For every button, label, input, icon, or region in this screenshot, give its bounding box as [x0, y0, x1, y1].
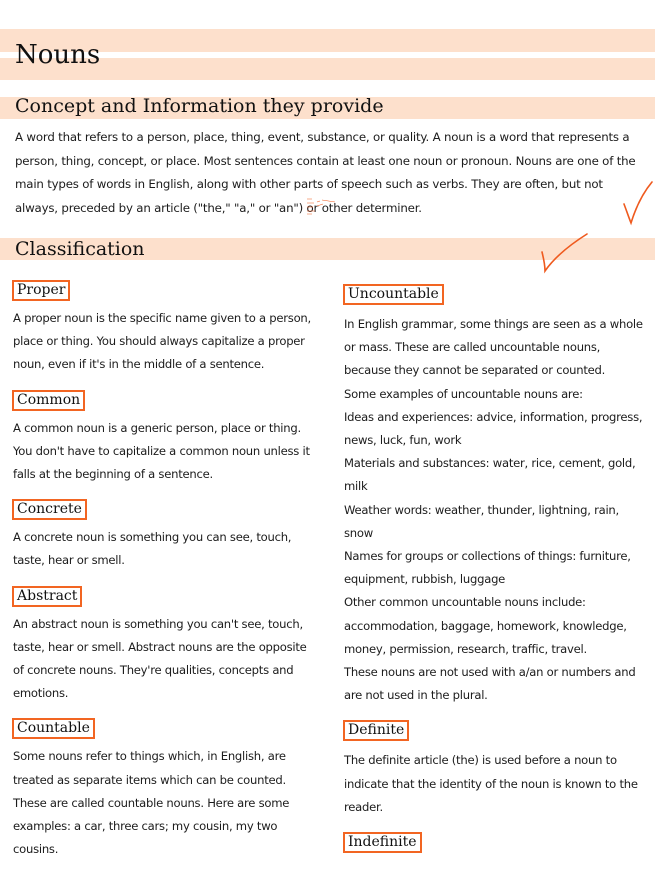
- noun-type-proper: [12, 279, 312, 377]
- noun-type-common: [12, 389, 312, 487]
- handwritten-note: [305, 196, 339, 216]
- noun-type-definite: [343, 719, 643, 819]
- term-definition: [344, 313, 643, 707]
- definition-line: Other common uncountable nouns include: accommodation, baggage, homework, knowledge, money, permission, research, traffic, travel.: [344, 595, 627, 656]
- term-definition: A proper noun is the specific name given to a person, place or thing. You should always capitalize a proper noun, even if it's in the middle of a sentence.: [13, 311, 311, 372]
- term-label: Concrete: [12, 499, 87, 520]
- checkmark-icon: [620, 180, 654, 226]
- term-definition: A concrete noun is something you can see, touch, taste, hear or smell.: [13, 530, 292, 568]
- concept-heading: Concept and Information they provide: [15, 95, 384, 117]
- classification-left-column: [12, 279, 312, 873]
- term-label: Common: [12, 390, 85, 411]
- noun-type-indefinite: [343, 831, 643, 853]
- definition-line: The definite article (the) is used before a noun to indicate that the identity of the noun is known to the reader.: [344, 753, 638, 814]
- term-label: Countable: [12, 718, 95, 739]
- term-label: Uncountable: [343, 284, 444, 305]
- definition-line: Some examples of uncountable nouns are:: [344, 386, 583, 401]
- term-label: Proper: [12, 280, 70, 301]
- term-definition: [344, 749, 643, 819]
- classification-heading: Classification: [15, 238, 145, 260]
- checkmark-icon: [538, 230, 590, 274]
- term-label: Definite: [343, 720, 409, 741]
- noun-type-uncountable: [343, 283, 643, 707]
- noun-type-abstract: [12, 585, 312, 706]
- definition-line: These nouns are not used with a/an or numbers and are not used in the plural.: [344, 665, 636, 703]
- definition-line: In English grammar, some things are seen as a whole or mass. These are called uncountable nouns, because they cannot be separated or counted.: [344, 317, 643, 378]
- definition-line: Names for groups or collections of things: furniture, equipment, rubbish, luggage: [344, 549, 631, 587]
- term-label: Indefinite: [343, 832, 422, 853]
- definition-line: Materials and substances: water, rice, cement, gold, milk: [344, 456, 636, 494]
- noun-type-countable: [12, 717, 312, 861]
- term-label: Abstract: [12, 586, 82, 607]
- definition-line: Weather words: weather, thunder, lightning, rain, snow: [344, 502, 619, 540]
- noun-type-concrete: [12, 498, 312, 572]
- classification-right-column: [343, 283, 643, 865]
- concept-paragraph: A word that refers to a person, place, thing, event, substance, or quality. A noun is a word that represents a person, thing, concept, or place. Most sentences contain at least one noun or pronoun. Nouns are one of the main types of words in English, along with other parts of speech such as verbs. They are often, but not always, preceded by an article ("the," "a," or "an") or other determiner.: [15, 130, 636, 215]
- term-definition: Some nouns refer to things which, in English, are treated as separate items which can be counted. These are called countable nouns. Here are some examples: a car, three cars; my cousin, my two cousins.: [13, 749, 290, 857]
- term-definition: A common noun is a generic person, place or thing. You don't have to capitalize a common noun unless it falls at the beginning of a sentence.: [13, 420, 310, 482]
- term-definition: An abstract noun is something you can't see, touch, taste, hear or smell. Abstract nouns are the opposite of concrete nouns. They're qualities, concepts and emotions.: [13, 616, 307, 701]
- definition-line: Ideas and experiences: advice, information, progress, news, luck, fun, work: [344, 409, 643, 448]
- page-title: Nouns: [15, 40, 101, 70]
